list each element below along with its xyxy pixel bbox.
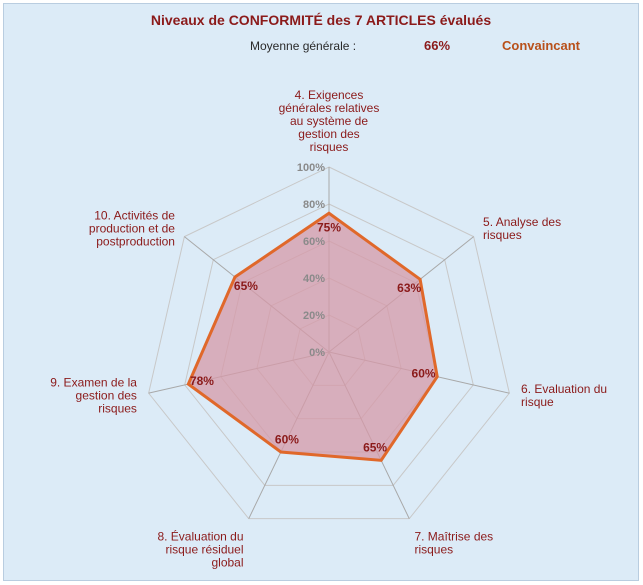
tick-label-60: 60% xyxy=(302,236,325,248)
data-label-2: 63% xyxy=(397,281,422,296)
tick-label-80: 80% xyxy=(302,199,325,211)
average-label: Moyenne générale : xyxy=(250,39,357,53)
chart-title: Niveaux de CONFORMITÉ des 7 ARTICLES évalués xyxy=(150,12,492,28)
axis-label-7: 10. Activités de production et de postproduction xyxy=(88,208,175,249)
average-value: 66% xyxy=(424,38,451,53)
axis-label-6: 9. Examen de la gestion des risques xyxy=(50,375,137,416)
tick-label-20: 20% xyxy=(302,310,325,322)
axis-label-5: 8. Évaluation du risque résiduel global xyxy=(157,529,244,570)
data-label-3: 60% xyxy=(411,366,436,381)
data-label-5: 60% xyxy=(274,432,299,447)
data-label-1: 75% xyxy=(316,220,342,235)
axis-label-1: 4. Exigences générales relatives au système de gestion des risques xyxy=(278,88,380,154)
series-area xyxy=(188,213,437,460)
axis-label-4: 7. Maîtrise des risques xyxy=(414,529,494,557)
data-label-6: 78% xyxy=(189,373,214,388)
axis-label-2: 5. Analyse des risques xyxy=(483,215,562,243)
average-verdict: Convaincant xyxy=(502,38,581,53)
data-label-4: 65% xyxy=(363,440,388,455)
data-label-7: 65% xyxy=(233,278,258,293)
tick-label-100: 100% xyxy=(296,162,325,174)
tick-label-40: 40% xyxy=(302,273,325,285)
axis-label-3: 6. Evaluation du risque xyxy=(521,381,608,409)
tick-label-0: 0% xyxy=(309,347,325,359)
